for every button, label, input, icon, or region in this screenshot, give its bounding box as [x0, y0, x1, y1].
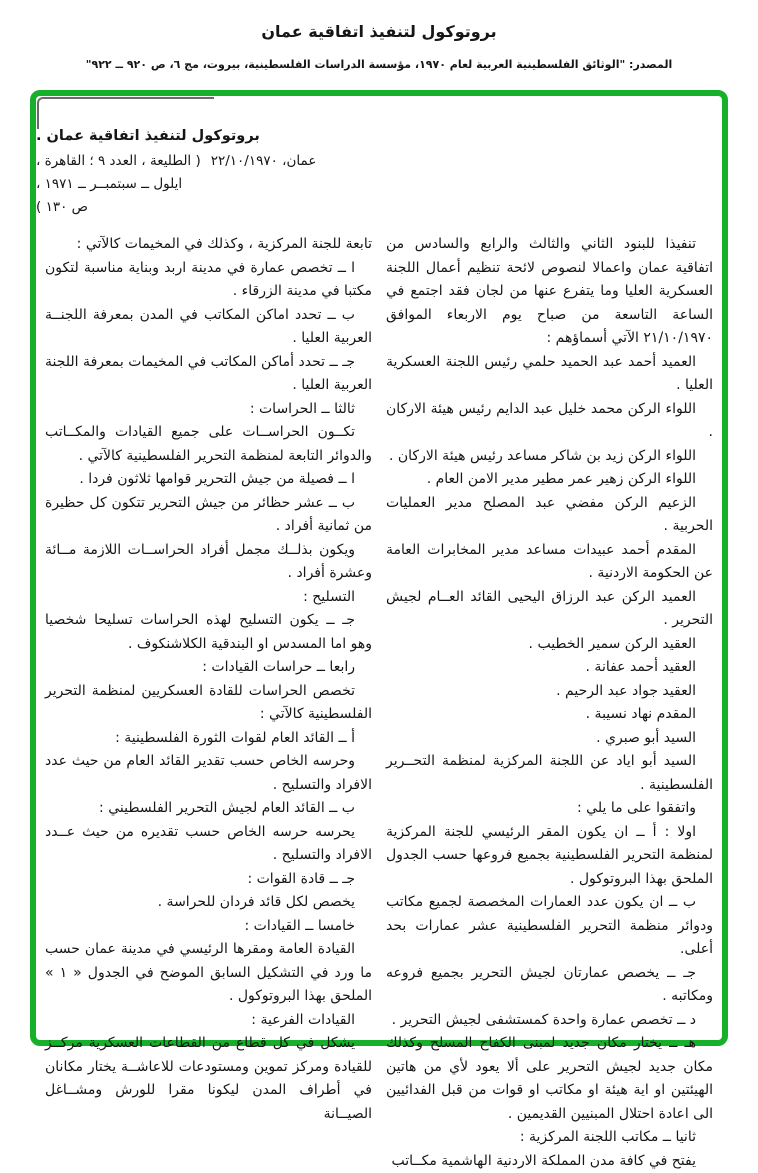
- paragraph: تابعة للجنة المركزية ، وكذلك في المخيمات كالآتي :: [45, 233, 372, 257]
- paragraph: تكــون الحراســات على جميع القيادات والمكــاتب والدوائر التابعة لمنظمة التحرير الفلسطينية كالآتي .: [45, 421, 372, 468]
- dateline-row: [36, 153, 316, 169]
- page-title: بروتوكول لتنفيذ اتفاقية عمان: [0, 22, 758, 41]
- paragraph: ا ــ تخصص عمارة في مدينة اربد وبناية مناسبة لتكون مكتبا في مدينة الزرقاء .: [45, 257, 372, 304]
- paragraph: يحرسه حرسه الخاص حسب تقديره من حيث عــدد الافراد والتسليح .: [45, 821, 372, 868]
- paragraph: الزعيم الركن مفضي عبد المصلح مدير العمليات الحربية .: [386, 492, 713, 539]
- dateline: عمان، ٢٢/١٠/١٩٧٠: [211, 153, 317, 169]
- paragraph: القيادة العامة ومقرها الرئيسي في مدينة عمان حسب ما ورد في التشكيل السابق الموضح في الجدول « ١ » الملحق بهذا البروتوكول .: [45, 938, 372, 1009]
- paragraph: يخصص لكل قائد فردان للحراسة .: [45, 891, 372, 915]
- column-right: [386, 233, 713, 1173]
- citation-line-2: ايلول ــ سبتمبــر ــ ١٩٧١ ،: [36, 176, 182, 192]
- text-columns: [45, 233, 713, 1173]
- citation-line-3: ص ١٣٠ ): [36, 199, 88, 215]
- paragraph: المقدم نهاد نسيبة .: [386, 703, 713, 727]
- paragraph: تنفيذا للبنود الثاني والثالث والرابع والسادس من اتفاقية عمان واعمالا لنصوص لائحة تنظيم أعمال اللجنة العسكرية العليا وما يتفرع عنها من لجان فقد اجتمع في الساعة التاسعة من صباح يوم الاربعاء الموافق ٢١/١٠/١٩٧٠ الآتي أسماؤهم :: [386, 233, 713, 351]
- paragraph: السيد أبو اياد عن اللجنة المركزية لمنظمة التحــرير الفلسطينية .: [386, 750, 713, 797]
- paragraph: اللواء الركن محمد خليل عبد الدايم رئيس هيئة الاركان .: [386, 398, 713, 445]
- paragraph: جـ ــ تحدد أماكن المكاتب في المخيمات بمعرفة اللجنة العربية العليا .: [45, 351, 372, 398]
- paragraph: ثانيا ــ مكاتب اللجنة المركزية :: [386, 1126, 713, 1150]
- paragraph: أ ــ القائد العام لقوات الثورة الفلسطينية :: [45, 727, 372, 751]
- document-green-frame: [30, 90, 728, 1046]
- paragraph: د ــ تخصص عمارة واحدة كمستشفى لجيش التحرير .: [386, 1009, 713, 1033]
- paragraph: ب ــ عشر حظائر من جيش التحرير تتكون كل حظيرة من ثمانية أفراد .: [45, 492, 372, 539]
- paragraph: ب ــ القائد العام لجيش التحرير الفلسطيني :: [45, 797, 372, 821]
- paragraph: القيادات الفرعية :: [45, 1009, 372, 1033]
- paragraph: رابعا ــ حراسات القيادات :: [45, 656, 372, 680]
- paragraph: ثالثا ــ الحراسات :: [45, 398, 372, 422]
- paragraph: العقيد أحمد عفانة .: [386, 656, 713, 680]
- paragraph: ب ــ ان يكون عدد العمارات المخصصة لجميع مكاتب ودوائر منظمة التحرير الفلسطينية عشر عمارات بحد أعلى.: [386, 891, 713, 962]
- paragraph: جـ ــ قادة القوات :: [45, 868, 372, 892]
- paragraph: هـ ــ يختار مكان جديد لمبنى الكفاح المسلح وكذلك مكان جديد لجيش التحرير على ألا يعود لأي من هاتين الهيئتين او اية هيئة او مكاتب او قوات من قبل الفدائيين الى اعادة احتلال المبنيين القديمين .: [386, 1032, 713, 1126]
- paragraph: واتفقوا على ما يلي :: [386, 797, 713, 821]
- paragraph: ويكون بذلــك مجمل أفراد الحراســات اللازمة مــائة وعشرة أفراد .: [45, 539, 372, 586]
- paragraph: يشكل في كل قطاع من القطاعات العسكرية مركــز للقيادة ومركز تموين ومستودعات للاعاشــة يختار مكانان في أطراف المدن ليكونا مقرا للورش ومشــاغل الصيــانة: [45, 1032, 372, 1126]
- paragraph: خامسا ــ القيادات :: [45, 915, 372, 939]
- paragraph: العميد الركن عبد الرزاق اليحيى القائد العــام لجيش التحرير .: [386, 586, 713, 633]
- document-heading: بروتوكول لتنفيذ اتفاقية عمان .: [36, 128, 260, 144]
- column-left: [45, 233, 372, 1173]
- paragraph: العميد أحمد عبد الحميد حلمي رئيس اللجنة العسكرية العليا .: [386, 351, 713, 398]
- paragraph: العقيد الركن سمير الخطيب .: [386, 633, 713, 657]
- paragraph: وحرسه الخاص حسب تقدير القائد العام من حيث عدد الافراد والتسليح .: [45, 750, 372, 797]
- paragraph: المقدم أحمد عبيدات مساعد مدير المخابرات العامة عن الحكومة الاردنية .: [386, 539, 713, 586]
- paragraph: اللواء الركن زيد بن شاكر مساعد رئيس هيئة الاركان .: [386, 445, 713, 469]
- paragraph: اولا : أ ــ ان يكون المقر الرئيسي للجنة المركزية لمنظمة التحرير الفلسطينية بجميع فروعها حسب الجدول الملحق بهذا البروتوكول .: [386, 821, 713, 892]
- scan-corner-line: [37, 97, 214, 129]
- paragraph: ب ــ تحدد اماكن المكاتب في المدن بمعرفة اللجنــة العربية العليا .: [45, 304, 372, 351]
- paragraph: ا ــ فصيلة من جيش التحرير قوامها ثلاثون فردا .: [45, 468, 372, 492]
- paragraph: تخصص الحراسات للقادة العسكريين لمنظمة التحرير الفلسطينية كالآتي :: [45, 680, 372, 727]
- paragraph: جـ ــ يخصص عمارتان لجيش التحرير بجميع فروعه ومكاتبه .: [386, 962, 713, 1009]
- paragraph: العقيد جواد عبد الرحيم .: [386, 680, 713, 704]
- source-citation-line: المصدر: "الوثائق الفلسطينية العربية لعام ١٩٧٠، مؤسسة الدراسات الفلسطينية، بيروت، مج ٦، ص ٩٢٠ ــ ٩٢٢": [0, 58, 758, 71]
- paragraph: يفتح في كافة مدن المملكة الاردنية الهاشمية مكــاتب: [386, 1150, 713, 1173]
- citation-line-1: ( الطليعة ، العدد ٩ ؛ القاهرة ،: [36, 153, 201, 169]
- paragraph: التسليح :: [45, 586, 372, 610]
- paragraph: السيد أبو صبري .: [386, 727, 713, 751]
- paragraph: اللواء الركن زهير عمر مطير مدير الامن العام .: [386, 468, 713, 492]
- paragraph: جـ ــ يكون التسليح لهذه الحراسات تسليحا شخصيا وهو اما المسدس او البندقية الكلاشنكوف .: [45, 609, 372, 656]
